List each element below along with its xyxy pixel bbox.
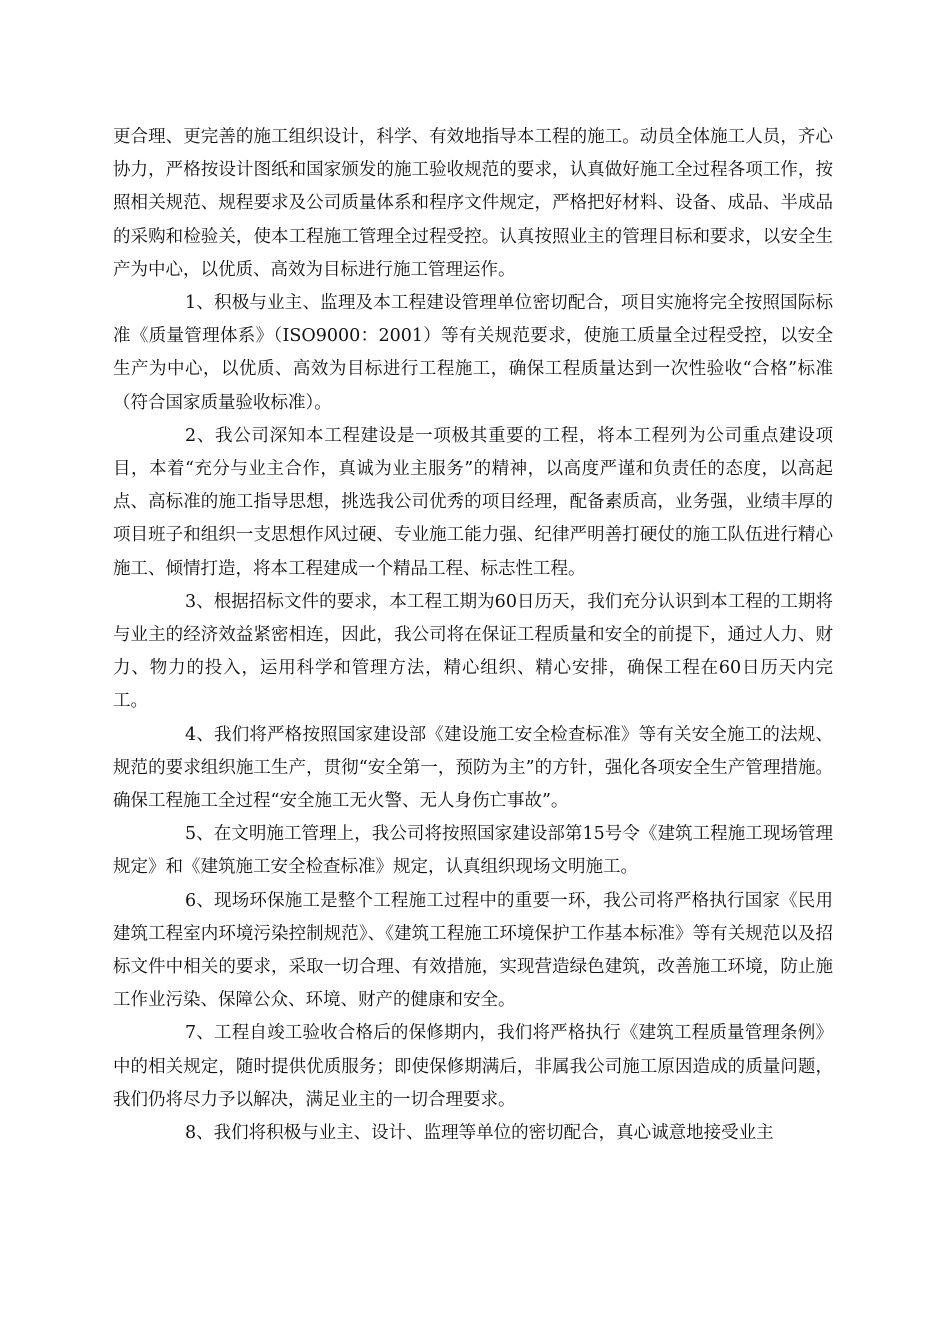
paragraph-intro: 更合理、更完善的施工组织设计，科学、有效地指导本工程的施工。动员全体施工人员，齐心协力，严格按设计图纸和国家颁发的施工验收规范的要求，认真做好施工全过程各项工作，按照相关规范、规程要求及公司质量体系和程序文件规定，严格把好材料、设备、成品、半成品的采购和检验关，使本工程施工管理全过程受控。认真按照业主的管理目标和要求，以安全生产为中心，以优质、高效为目标进行施工管理运作。 xyxy=(113,127,833,280)
paragraph-item-6: 6、现场环保施工是整个工程施工过程中的重要一环，我公司将严格执行国家《民用建筑工程室内环境污染控制规范》、《建筑工程施工环境保护工作基本标准》等有关规范以及招标文件中相关的要求，采取一切合理、有效措施，实现营造绿色建筑，改善施工环境，防止施工作业污染、保障公众、环境、财产的健康和安全。 xyxy=(113,890,833,1011)
paragraph-item-4: 4、我们将严格按照国家建设部《建设施工安全检查标准》等有关安全施工的法规、规范的要求组织施工生产，贯彻“安全第一，预防为主”的方针，强化各项安全生产管理措施。确保工程施工全过程“安全施工无火警、无人身伤亡事故”。 xyxy=(113,724,833,812)
paragraph-item-8: 8、我们将积极与业主、设计、监理等单位的密切配合，真心诚意地接受业主 xyxy=(185,1123,774,1144)
paragraph-item-7: 7、工程自竣工验收合格后的保修期内，我们将严格执行《建筑工程质量管理条例》中的相关规定，随时提供优质服务；即使保修期满后，非属我公司施工原因造成的质量问题，我们仍将尽力予以解决，满足业主的一切合理要求。 xyxy=(113,1023,833,1110)
paragraph-item-3: 3、根据招标文件的要求，本工程工期为60日历天，我们充分认识到本工程的工期将与业主的经济效益紧密相连，因此，我公司将在保证工程质量和安全的前提下，通过人力、财力、物力的投入，运用科学和管理方法，精心组织、精心安排，确保工程在60日历天内完工。 xyxy=(113,591,833,712)
paragraph-item-2: 2、我公司深知本工程建设是一项极其重要的工程，将本工程列为公司重点建设项目，本着“充分与业主合作，真诚为业主服务”的精神，以高度严谨和负责任的态度，以高起点、高标准的施工指导思想，挑选我公司优秀的项目经理，配备素质高，业务强，业绩丰厚的项目班子和组织一支思想作风过硬、专业施工能力强、纪律严明善打硬仗的施工队伍进行精心施工、倾情打造，将本工程建成一个精品工程、标志性工程。 xyxy=(113,425,833,579)
document-body xyxy=(113,121,833,1150)
paragraph-item-5: 5、在文明施工管理上，我公司将按照国家建设部第15号令《建筑工程施工现场管理规定》和《建筑施工安全检查标准》规定，认真组织现场文明施工。 xyxy=(113,824,833,878)
paragraph-item-1: 1、积极与业主、监理及本工程建设管理单位密切配合，项目实施将完全按照国际标准《质量管理体系》（ISO9000：2001）等有关规范要求，使施工质量全过程受控，以安全生产为中心，以优质、高效为目标进行工程施工，确保工程质量达到一次性验收“合格”标准（符合国家质量验收标准）。 xyxy=(113,293,833,413)
